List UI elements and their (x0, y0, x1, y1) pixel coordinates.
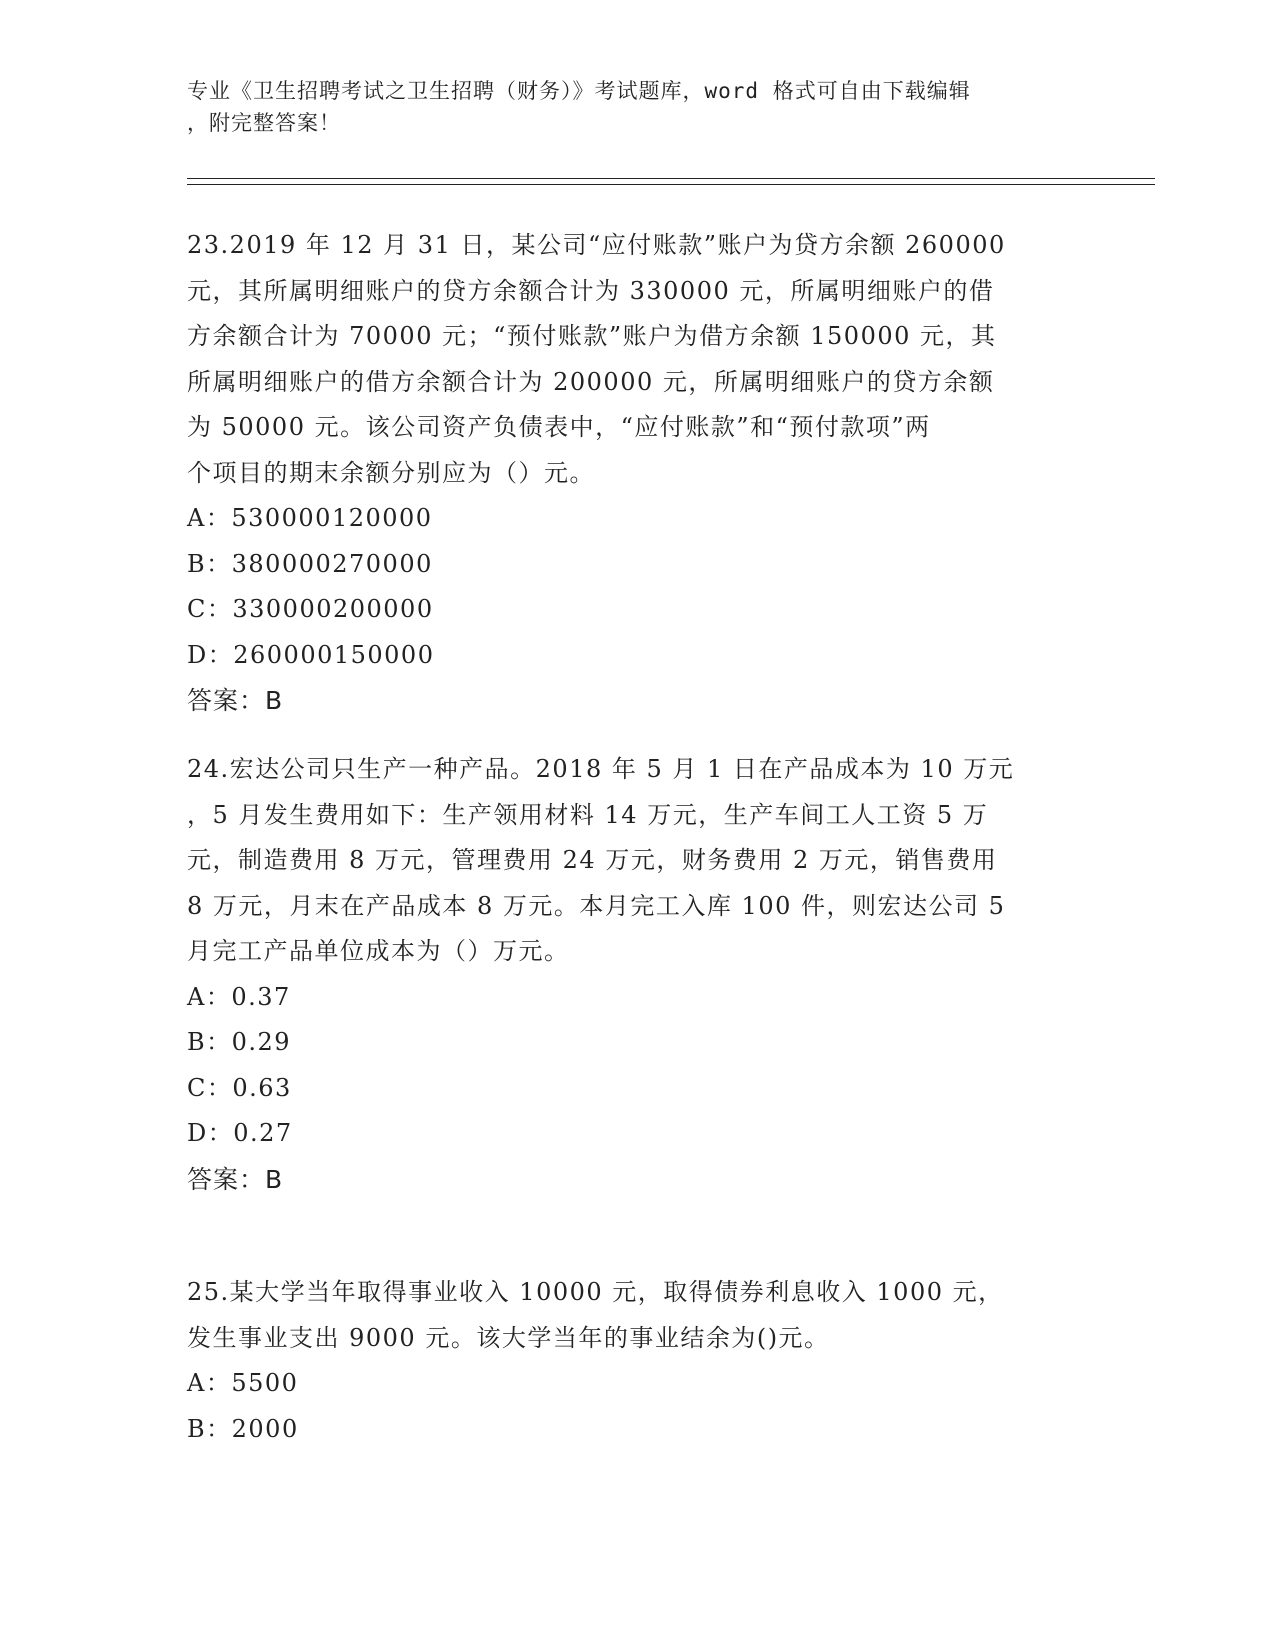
option-b: B：380000270000 (187, 549, 433, 578)
option-a: A：530000120000 (187, 504, 433, 532)
answer-label: 答案：B (187, 686, 284, 715)
stem-line: 所属明细账户的借方余额合计为 200000 元，所属明细账户的贷方余额 (187, 367, 995, 396)
option-d: D：0.27 (187, 1119, 293, 1147)
stem-line: 24.宏达公司只生产一种产品。2018 年 5 月 1 日在产品成本为 10 万元 (187, 755, 1015, 783)
option-a: A：0.37 (187, 982, 291, 1011)
stem-line: 发生事业支出 9000 元。该大学当年的事业结余为()元。 (187, 1323, 830, 1352)
question-stem (187, 1270, 1087, 1361)
stem-line: 个项目的期末余额分别应为（）元。 (187, 458, 595, 487)
question-24 (187, 747, 1087, 1202)
option-d: D：260000150000 (187, 640, 435, 669)
question-stem (187, 223, 1087, 496)
stem-line: 为 50000 元。该公司资产负债表中，“应付账款”和“预付款项”两 (187, 413, 931, 441)
question-stem (187, 747, 1087, 975)
stem-line: ，5 月发生费用如下：生产领用材料 14 万元，生产车间工人工资 5 万 (187, 800, 989, 829)
option-c: C：0.63 (187, 1073, 292, 1102)
header-line: 专业《卫生招聘考试之卫生招聘（财务）》考试题库，word 格式可自由下载编辑 (187, 79, 971, 103)
answer-label: 答案：B (187, 1164, 284, 1194)
stem-line: 元，其所属明细账户的贷方余额合计为 330000 元，所属明细账户的借 (187, 276, 995, 305)
header-line: ，附完整答案！ (187, 111, 341, 135)
stem-line: 元，制造费用 8 万元，管理费用 24 万元，财务费用 2 万元，销售费用 (187, 846, 998, 874)
header-divider (187, 178, 1155, 185)
stem-line: 23.2019 年 12 月 31 日，某公司“应付账款”账户为贷方余额 260000 (187, 231, 1006, 259)
stem-line: 方余额合计为 70000 元；“预付账款”账户为借方余额 150000 元，其 (187, 322, 997, 350)
option-a: A：5500 (187, 1369, 299, 1397)
stem-line: 月完工产品单位成本为（）万元。 (187, 937, 570, 965)
option-c: C：330000200000 (187, 595, 434, 623)
document-header (187, 75, 1067, 139)
stem-line: 25.某大学当年取得事业收入 10000 元，取得债券利息收入 1000 元， (187, 1278, 1004, 1306)
option-b: B：0.29 (187, 1028, 292, 1056)
stem-line: 8 万元，月末在产品成本 8 万元。本月完工入库 100 件，则宏达公司 5 (187, 891, 1006, 920)
option-b: B：2000 (187, 1414, 299, 1443)
question-23 (187, 223, 1087, 724)
question-25 (187, 1270, 1087, 1452)
